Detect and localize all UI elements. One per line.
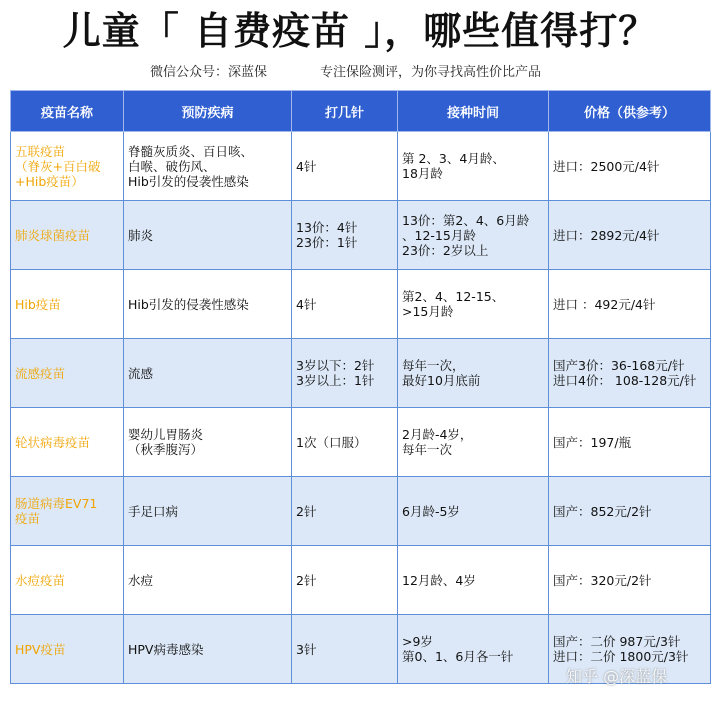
cell-schedule-line: 第2、4、12-15、 <box>402 289 505 304</box>
cell-vaccine-name-line: 轮状病毒疫苗 <box>15 434 91 450</box>
cell-vaccine-name-line: 流感疫苗 <box>15 365 66 381</box>
cell-price-line: 国产：二价 987元/3针 <box>553 634 681 649</box>
vaccine-table <box>10 90 711 684</box>
cell-price <box>549 132 711 201</box>
cell-price-line: 进口：2892元/4针 <box>553 227 660 243</box>
cell-disease <box>124 408 292 477</box>
cell-schedule-line: 最好10月底前 <box>402 373 481 388</box>
cell-schedule-line: 12月龄、4岁 <box>402 572 476 588</box>
table-row <box>11 270 711 339</box>
cell-doses <box>292 270 398 339</box>
cell-schedule-line: 23价：2岁以上 <box>402 242 489 258</box>
cell-doses-line: 1次（口服） <box>296 434 367 450</box>
cell-vaccine-name <box>11 615 124 684</box>
cell-price-line: 国产：320元/2针 <box>553 572 652 588</box>
cell-disease-line: 肺炎 <box>128 227 154 243</box>
cell-doses <box>292 408 398 477</box>
header-price: 价格（供参考） <box>549 91 711 132</box>
cell-doses-line: 4针 <box>296 296 317 312</box>
cell-schedule <box>398 132 549 201</box>
cell-doses-line: 2针 <box>296 572 317 588</box>
cell-disease-line: Hib引发的侵袭性感染 <box>128 296 249 312</box>
cell-disease-line: HPV病毒感染 <box>128 641 204 657</box>
cell-vaccine-name-line: 五联疫苗 <box>15 143 66 159</box>
watermark: 知乎 @深蓝保 <box>566 667 668 686</box>
cell-vaccine-name-line: 水痘疫苗 <box>15 572 66 588</box>
cell-doses <box>292 477 398 546</box>
cell-disease-line: 白喉、破伤风、 <box>128 158 216 174</box>
subtitle-account: 微信公众号：深蓝保 <box>150 65 268 80</box>
cell-schedule-line: 每年一次， <box>402 358 465 373</box>
cell-vaccine-name-line: 肺炎球菌疫苗 <box>15 227 91 243</box>
cell-schedule <box>398 546 549 615</box>
cell-schedule-line: >15月龄 <box>402 304 454 319</box>
header-disease: 预防疾病 <box>124 91 292 132</box>
table-row <box>11 132 711 201</box>
header-schedule: 接种时间 <box>398 91 549 132</box>
cell-schedule-line: 18月龄 <box>402 166 443 181</box>
cell-disease-line: 手足口病 <box>128 503 179 519</box>
cell-schedule-line: >9岁 <box>402 634 433 649</box>
cell-schedule <box>398 477 549 546</box>
cell-disease-line: 流感 <box>128 365 154 381</box>
table-body <box>11 132 711 684</box>
cell-price-line: 进口 ：492元/4针 <box>553 296 656 312</box>
cell-disease-line: 婴幼儿胃肠炎 <box>128 427 204 442</box>
cell-schedule-line: 13价：第2、4、6月龄 <box>402 212 530 228</box>
cell-price-line: 进口：2500元/4针 <box>553 158 660 174</box>
cell-price <box>549 546 711 615</box>
cell-price-line: 进口4价： 108-128元/针 <box>553 373 697 388</box>
cell-disease <box>124 339 292 408</box>
cell-doses-line: 3岁以下：2针 <box>296 358 375 373</box>
cell-schedule <box>398 339 549 408</box>
cell-disease-line: 脊髓灰质炎、百日咳、 <box>128 143 254 159</box>
cell-price-line: 国产：852元/2针 <box>553 503 652 519</box>
cell-disease-line: （秋季腹泻） <box>128 442 204 457</box>
cell-schedule-line: 6月龄-5岁 <box>402 503 460 519</box>
cell-schedule <box>398 408 549 477</box>
header-vaccine-name: 疫苗名称 <box>11 91 124 132</box>
cell-vaccine-name-line: +Hib疫苗） <box>15 173 84 189</box>
cell-price <box>549 339 711 408</box>
cell-price <box>549 408 711 477</box>
cell-doses <box>292 339 398 408</box>
cell-schedule-line: 、12-15月龄 <box>402 227 476 243</box>
cell-doses <box>292 201 398 270</box>
page-title: 儿童「 自费疫苗 」，哪些值得打？ <box>62 9 658 53</box>
cell-disease <box>124 615 292 684</box>
cell-price <box>549 477 711 546</box>
cell-schedule-line: 第0、1、6月各一针 <box>402 649 514 664</box>
cell-doses <box>292 615 398 684</box>
cell-doses <box>292 546 398 615</box>
cell-vaccine-name <box>11 477 124 546</box>
cell-vaccine-name <box>11 339 124 408</box>
table-row <box>11 546 711 615</box>
cell-disease <box>124 132 292 201</box>
table-row <box>11 408 711 477</box>
cell-disease <box>124 270 292 339</box>
table-row <box>11 201 711 270</box>
cell-price-line: 国产3价：36-168元/针 <box>553 358 685 373</box>
cell-disease <box>124 477 292 546</box>
cell-doses <box>292 132 398 201</box>
cell-price <box>549 270 711 339</box>
table-row <box>11 477 711 546</box>
cell-doses-line: 23价：1针 <box>296 235 358 250</box>
cell-disease-line: 水痘 <box>128 572 154 588</box>
cell-doses-line: 3岁以上：1针 <box>296 373 375 388</box>
cell-price-line: 进口：二价 1800元/3针 <box>553 649 689 664</box>
cell-vaccine-name-line: HPV疫苗 <box>15 641 66 657</box>
cell-schedule <box>398 201 549 270</box>
cell-schedule-line: 2月龄-4岁， <box>402 427 473 442</box>
cell-doses-line: 4针 <box>296 158 317 174</box>
cell-vaccine-name <box>11 132 124 201</box>
cell-vaccine-name-line: （脊灰+百白破 <box>15 158 101 174</box>
cell-vaccine-name <box>11 408 124 477</box>
cell-vaccine-name <box>11 201 124 270</box>
cell-price-line: 国产：197/瓶 <box>553 434 632 450</box>
cell-schedule <box>398 270 549 339</box>
cell-schedule-line: 第 2、3、4月龄、 <box>402 151 505 166</box>
cell-doses-line: 3针 <box>296 641 317 657</box>
cell-doses-line: 2针 <box>296 503 317 519</box>
cell-vaccine-name-line: 肠道病毒EV71 <box>15 496 98 511</box>
table-row <box>11 339 711 408</box>
cell-price <box>549 201 711 270</box>
cell-vaccine-name-line: Hib疫苗 <box>15 296 61 312</box>
cell-schedule <box>398 615 549 684</box>
cell-vaccine-name-line: 疫苗 <box>15 511 41 526</box>
cell-disease-line: Hib引发的侵袭性感染 <box>128 173 249 189</box>
cell-doses-line: 13价：4针 <box>296 220 358 235</box>
cell-disease <box>124 201 292 270</box>
cell-schedule-line: 每年一次 <box>402 442 453 457</box>
subtitle-slogan: 专注保险测评，为你寻找高性价比产品 <box>320 65 542 80</box>
cell-disease <box>124 546 292 615</box>
cell-vaccine-name <box>11 546 124 615</box>
cell-vaccine-name <box>11 270 124 339</box>
header-doses: 打几针 <box>292 91 398 132</box>
table-header-row <box>11 91 711 132</box>
